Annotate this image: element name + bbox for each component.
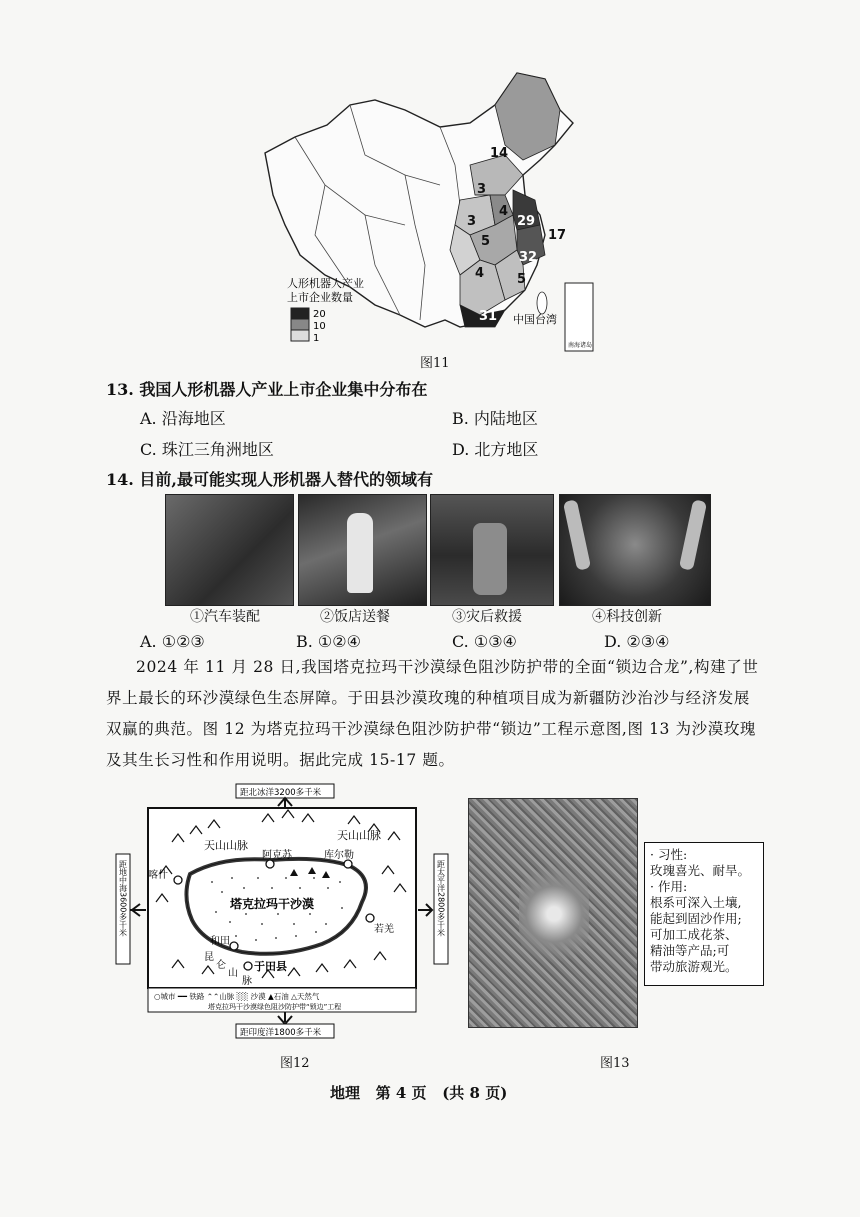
use-line: 根系可深入土壤, (650, 895, 742, 910)
question-13-option-c[interactable]: C. 珠江三角洲地区 (140, 440, 274, 459)
figure-13-note (644, 842, 764, 986)
photo-disaster-rescue (430, 494, 554, 606)
mountain-label-left: 天山山脉 (204, 839, 248, 852)
use-line: 带动旅游观光。 (650, 959, 738, 974)
question-13-stem: 13. 我国人形机器人产业上市企业集中分布在 (106, 380, 428, 399)
count-label: 3 (477, 182, 487, 197)
passage-line-3: 双赢的典范。图 12 为塔克拉玛干沙漠绿色阻沙防护带“锁边”工程示意图,图 13 为沙漠玫瑰 (106, 720, 757, 738)
photo-restaurant-delivery (298, 494, 427, 606)
taklimakan-diagram (112, 782, 452, 1047)
question-14-stem: 14. 目前,最可能实现人形机器人替代的领域有 (106, 470, 433, 489)
city-yutian: 于田县 (254, 960, 287, 973)
mountain-bottom-1: 昆 (204, 952, 214, 963)
figure-13-caption: 图13 (600, 1056, 630, 1071)
mountain-bottom-2: 仑 (216, 960, 226, 971)
city-kashgar: 喀什 (148, 870, 168, 881)
count-label: 17 (548, 228, 567, 243)
legend-title-1: 人形机器人产业 (287, 277, 364, 290)
legend-swatch (291, 308, 309, 319)
robot-arm (563, 499, 591, 570)
legend-value: 10 (313, 321, 326, 332)
use-title: · 作用: (650, 879, 688, 894)
robot-arm (679, 499, 707, 570)
figure-12 (112, 782, 452, 1047)
figure-11-caption: 图11 (420, 356, 450, 371)
count-label: 3 (467, 214, 477, 229)
photo-tech-innovation (559, 494, 711, 606)
top-arrow-label: 距北冰洋3200多千米 (240, 788, 322, 798)
page-footer: 地理 第 4 页 (共 8 页) (330, 1084, 508, 1102)
question-13-option-a[interactable]: A. 沿海地区 (140, 409, 226, 428)
figure-12-caption: 图12 (280, 1056, 310, 1071)
taiwan-label: 中国台湾 (513, 313, 557, 326)
question-14-option-a[interactable]: A. ①②③ (140, 632, 205, 651)
question-14-option-d[interactable]: D. ②③④ (604, 632, 670, 651)
count-label: 4 (499, 204, 509, 219)
taiwan-island (537, 292, 547, 314)
left-arrow-label: 距地中海3600多千米 (118, 860, 128, 937)
photo-caption-3: ③灾后救援 (452, 609, 522, 625)
legend-title-2: 上市企业数量 (287, 291, 353, 304)
mountain-bottom-4: 脉 (242, 976, 252, 987)
photo-caption-4: ④科技创新 (592, 609, 662, 625)
passage-line-2: 界上最长的环沙漠绿色生态屏障。于田县沙漠玫瑰的种植项目成为新疆防沙治沙与经济发展 (106, 689, 751, 707)
mountain-bottom-3: 山 (228, 968, 238, 979)
count-label: 5 (517, 272, 527, 287)
desert-rose-plant (519, 854, 589, 974)
count-label: 14 (490, 146, 509, 161)
passage-line-1: 2024 年 11 月 28 日,我国塔克拉玛干沙漠绿色阻沙防护带的全面“锁边合龙”,构建了世 (136, 658, 759, 676)
legend-value: 1 (313, 333, 320, 344)
legend-value: 20 (313, 309, 326, 320)
count-label: 29 (517, 214, 536, 229)
passage-line-4: 及其生长习性和作用说明。据此完成 15-17 题。 (106, 751, 455, 769)
use-line: 可加工成花茶、 (650, 927, 738, 942)
count-label: 4 (475, 266, 485, 281)
question-13-option-d[interactable]: D. 北方地区 (452, 440, 539, 459)
city-aksu: 阿克苏 (262, 850, 292, 861)
figure-13-photo (468, 798, 638, 1028)
habit-text: 玫瑰喜光、耐旱。 (650, 863, 751, 878)
question-13-option-b[interactable]: B. 内陆地区 (452, 409, 538, 428)
photo-car-assembly (165, 494, 294, 606)
habit-title: · 习性: (650, 847, 688, 862)
photo-caption-2: ②饭店送餐 (320, 609, 390, 625)
right-arrow-label: 距太平洋2800多千米 (436, 860, 446, 937)
city-korla: 库尔勒 (324, 850, 354, 861)
legend-line-2: 塔克拉玛干沙漠绿色阻沙防护带“锁边”工程 (208, 1003, 342, 1011)
count-label: 5 (481, 234, 491, 249)
count-label: 31 (479, 309, 498, 324)
use-line: 精油等产品;可 (650, 943, 730, 958)
city-hotan: 和田 (210, 936, 230, 947)
robot-figure (347, 513, 373, 593)
question-14-option-b[interactable]: B. ①②④ (296, 632, 361, 651)
figure-11 (255, 65, 595, 355)
legend-swatch (291, 330, 309, 341)
mountain-label-right: 天山山脉 (337, 829, 381, 842)
bottom-arrow-label: 距印度洋1800多千米 (240, 1028, 322, 1038)
inset-label: 南海诸岛 (568, 342, 593, 349)
robot-figure (473, 523, 507, 595)
legend-line-1: ○城市 ━━ 铁路 ⌃⌃山脉 ░░ 沙漠 ▲石油 △天然气 (154, 992, 320, 1001)
photo-caption-1: ①汽车装配 (190, 609, 260, 625)
city-ruoqiang: 若羌 (374, 924, 394, 935)
question-14-option-c[interactable]: C. ①③④ (452, 632, 517, 651)
count-label: 32 (519, 250, 538, 265)
legend-swatch (291, 319, 309, 330)
south-sea-inset (565, 283, 593, 351)
china-map (255, 65, 595, 355)
desert-label: 塔克拉玛干沙漠 (230, 897, 315, 911)
use-line: 能起到固沙作用; (650, 911, 742, 926)
